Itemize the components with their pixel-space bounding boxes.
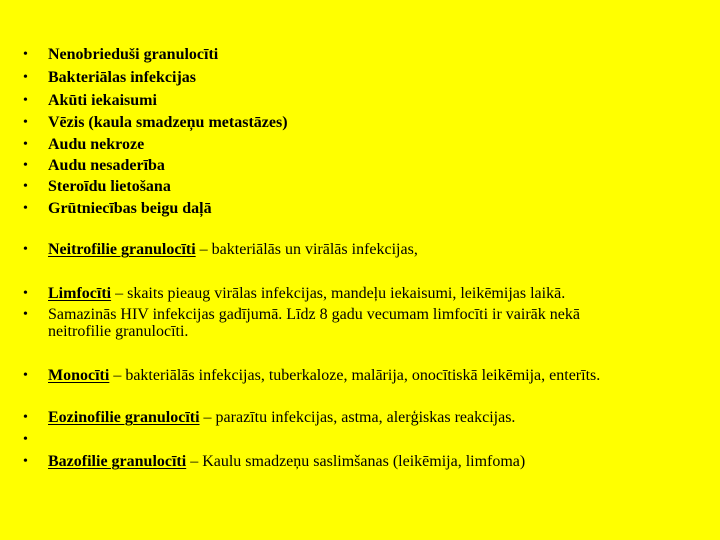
neutrophils-description: – bakteriālās un virālās infekcijas, [195, 241, 418, 258]
lymphocytes-description: – skaits pieaug virālas infekcijas, mandeļu iekaisumi, leikēmijas laikā. [111, 285, 566, 302]
list-item-text: Audu nesaderība [48, 157, 165, 174]
bullet: • [23, 307, 28, 322]
bullet: • [23, 70, 28, 85]
bullet: • [23, 137, 28, 152]
bullet: • [23, 47, 28, 62]
basophils-text [48, 452, 688, 471]
list-item-text: Akūti iekaisumi [48, 92, 157, 109]
neutrophils-text [48, 240, 688, 259]
monocytes-description: – bakteriālās infekcijas, tuberkaloze, malārija, onocītiskā leikēmija, enterīts. [109, 367, 601, 384]
lymphocytes-line-3: neitrofilie granulocīti. [48, 323, 189, 340]
basophils-term: Bazofilie granulocīti [48, 453, 187, 470]
eosinophils-description: – parazītu infekcijas, astma, alerģiskas reakcijas. [199, 409, 516, 426]
bullet: • [23, 179, 28, 194]
bullet: • [23, 93, 28, 108]
eosinophils-term: Eozinofilie granulocīti [48, 409, 200, 426]
bullet: • [23, 286, 28, 301]
list-item-text: Grūtniecības beigu daļā [48, 200, 212, 217]
neutrophils-term: Neitrofilie granulocīti [48, 241, 196, 258]
bullet: • [23, 242, 28, 257]
bullet: • [23, 201, 28, 216]
lymphocytes-line-2: Samazinās HIV infekcijas gadījumā. Līdz 8 gadu vecumam limfocīti ir vairāk nekā [48, 306, 580, 323]
list-item-text: Vēzis (kaula smadzeņu metastāzes) [48, 114, 288, 131]
bullet: • [23, 158, 28, 173]
list-item-text: Audu nekroze [48, 136, 145, 153]
monocytes-term: Monocīti [48, 367, 110, 384]
eosinophils-text [48, 408, 688, 427]
bullet: • [23, 115, 28, 130]
list-item-text: Steroīdu lietošana [48, 178, 171, 195]
list-item-text: Nenobrieduši granulocīti [48, 46, 219, 63]
bullet: • [23, 368, 28, 383]
list-item-text: Bakteriālas infekcijas [48, 69, 196, 86]
bullet: • [23, 432, 28, 447]
bullet: • [23, 410, 28, 425]
lymphocytes-text [48, 284, 688, 303]
basophils-description: – Kaulu smadzeņu saslimšanas (leikēmija, limfoma) [186, 453, 526, 470]
monocytes-text [48, 366, 688, 385]
lymphocytes-term: Limfocīti [48, 285, 112, 302]
bullet: • [23, 454, 28, 469]
